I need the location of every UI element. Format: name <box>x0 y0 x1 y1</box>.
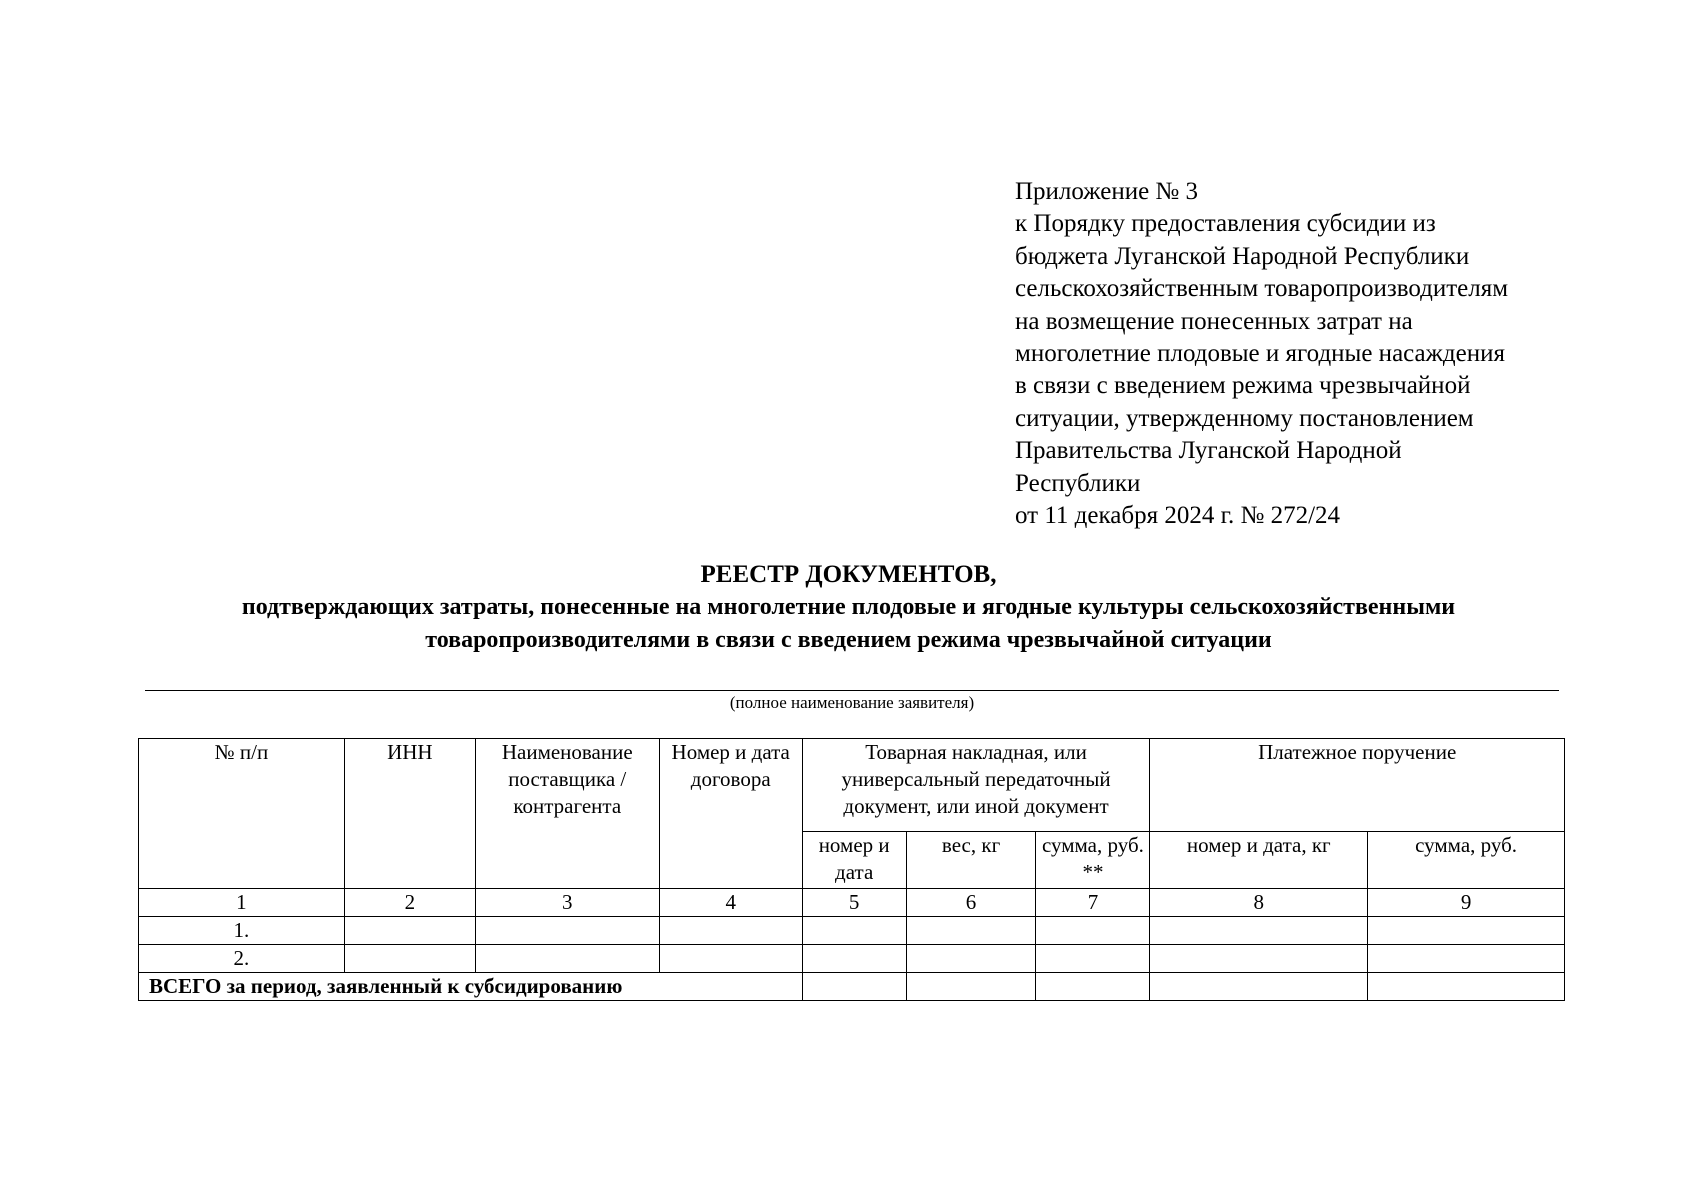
table-cell <box>1036 917 1150 945</box>
title-main: РЕЕСТР ДОКУМЕНТОВ, <box>700 561 997 588</box>
row-number: 1. <box>139 917 345 945</box>
appendix-line: в связи с введением режима чрезвычайной <box>1015 372 1471 400</box>
table-cell <box>1036 945 1150 973</box>
table-row <box>139 917 1565 945</box>
header-invoice-number-date: номер и дата <box>802 832 906 889</box>
table-cell <box>475 917 659 945</box>
table-cell <box>1368 917 1565 945</box>
document-title <box>100 558 1597 657</box>
appendix-line: бюджета Луганской Народной Республики <box>1015 242 1470 270</box>
table-cell <box>344 945 475 973</box>
column-number: 7 <box>1036 889 1150 917</box>
table-cell <box>906 973 1036 1001</box>
column-number: 8 <box>1150 889 1368 917</box>
appendix-line: к Порядку предоставления субсидии из <box>1015 210 1436 238</box>
table-cell <box>802 973 906 1001</box>
title-subtitle-line-1: подтверждающих затраты, понесенные на многолетние плодовые и ягодные культуры сельскохозяйственными <box>241 594 1456 620</box>
table-cell <box>1368 945 1565 973</box>
column-number: 2 <box>344 889 475 917</box>
appendix-line: Правительства Луганской Народной <box>1015 437 1402 465</box>
table-cell <box>659 917 802 945</box>
appendix-block <box>1015 176 1655 532</box>
column-number: 3 <box>475 889 659 917</box>
appendix-line: ситуации, утвержденному постановлением <box>1015 404 1474 432</box>
table-cell <box>906 917 1036 945</box>
column-number: 4 <box>659 889 802 917</box>
appendix-line: Приложение № 3 <box>1015 178 1199 205</box>
appendix-line: от 11 декабря 2024 г. № 272/24 <box>1015 502 1341 530</box>
applicant-caption: (полное наименование заявителя) <box>729 693 975 712</box>
header-invoice-group: Товарная накладная, или универсальный передаточный документ, или иной документ <box>802 739 1150 832</box>
table-cell <box>1036 973 1150 1001</box>
table-cell <box>475 945 659 973</box>
appendix-line: сельскохозяйственным товаропроизводителям <box>1015 275 1509 303</box>
column-number: 5 <box>802 889 906 917</box>
header-supplier: Наименование поставщика / контрагента <box>475 739 659 889</box>
registry-table <box>138 738 1565 1001</box>
table-cell <box>802 917 906 945</box>
table-cell <box>1368 973 1565 1001</box>
header-payment-group: Платежное поручение <box>1150 739 1565 832</box>
table-cell <box>1150 917 1368 945</box>
total-label: ВСЕГО за период, заявленный к субсидированию <box>139 973 803 1001</box>
table-cell <box>802 945 906 973</box>
table-cell <box>1150 973 1368 1001</box>
appendix-line: на возмещение понесенных затрат на <box>1015 307 1413 335</box>
table-cell <box>1150 945 1368 973</box>
table-cell <box>659 945 802 973</box>
column-number: 1 <box>139 889 345 917</box>
appendix-line: Республики <box>1015 469 1141 497</box>
table-row <box>139 945 1565 973</box>
header-inn: ИНН <box>344 739 475 889</box>
row-number: 2. <box>139 945 345 973</box>
appendix-line: многолетние плодовые и ягодные насаждения <box>1015 340 1506 368</box>
applicant-name-line <box>145 690 1559 691</box>
total-row <box>139 973 1565 1001</box>
header-contract: Номер и дата договора <box>659 739 802 889</box>
header-payment-number-date: номер и дата, кг <box>1150 832 1368 889</box>
table-cell <box>344 917 475 945</box>
header-payment-sum: сумма, руб. <box>1368 832 1565 889</box>
header-invoice-sum: сумма, руб. ** <box>1036 832 1150 889</box>
table-cell <box>906 945 1036 973</box>
header-invoice-weight: вес, кг <box>906 832 1036 889</box>
column-number: 9 <box>1368 889 1565 917</box>
column-numbers-row <box>139 889 1565 917</box>
title-subtitle-line-2: товаропроизводителями в связи с введением режима чрезвычайной ситуации <box>425 627 1272 653</box>
column-number: 6 <box>906 889 1036 917</box>
header-num: № п/п <box>139 739 345 889</box>
